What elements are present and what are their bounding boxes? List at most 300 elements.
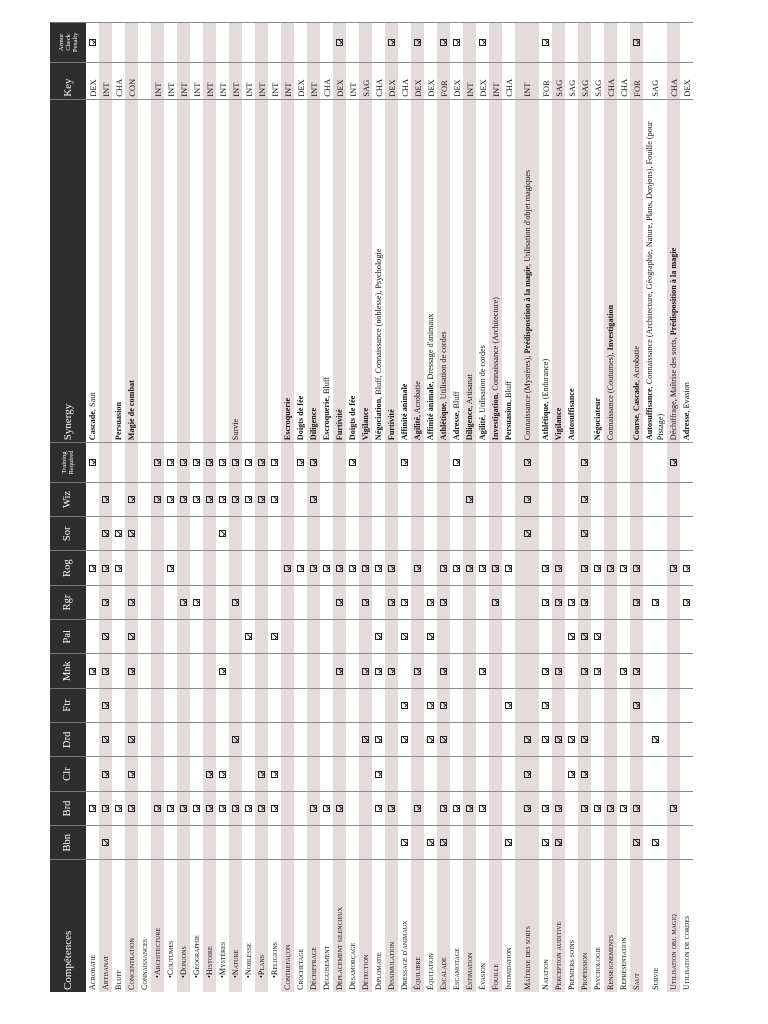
class-skill-cell-ftr bbox=[385, 688, 398, 722]
skill-name: Déplacement silencieux bbox=[333, 860, 346, 992]
checkbox-checked-icon bbox=[180, 496, 187, 503]
class-skill-cell-brd bbox=[398, 791, 411, 825]
class-skill-cell-clr bbox=[177, 757, 190, 791]
class-skill-cell-drd bbox=[411, 723, 424, 757]
class-skill-cell-ftr bbox=[125, 688, 138, 722]
class-skill-cell-drd bbox=[630, 723, 643, 757]
class-skill-cell-ftr bbox=[565, 688, 578, 722]
synergy-cell bbox=[502, 99, 515, 442]
class-skill-cell-pal bbox=[359, 620, 372, 654]
class-skill-cell-clr bbox=[190, 757, 203, 791]
checkbox-checked-icon bbox=[414, 805, 421, 812]
armor-check-penalty-cell bbox=[450, 23, 463, 63]
training-required-cell bbox=[463, 443, 476, 483]
checkbox-checked-icon bbox=[683, 565, 690, 572]
checkbox-checked-icon bbox=[193, 599, 200, 606]
skill-name: •Architecture bbox=[151, 860, 164, 992]
class-skill-cell-brd bbox=[604, 791, 617, 825]
class-skill-cell-pal bbox=[125, 620, 138, 654]
training-required-cell bbox=[630, 443, 643, 483]
key-ability: DEX bbox=[385, 62, 398, 99]
training-required-cell bbox=[164, 443, 177, 483]
class-skill-cell-bbn bbox=[489, 826, 502, 860]
checkbox-checked-icon bbox=[323, 565, 330, 572]
class-skill-cell-pal bbox=[552, 620, 565, 654]
class-skill-cell-ftr bbox=[617, 688, 630, 722]
table-row bbox=[99, 23, 112, 993]
checkbox-checked-icon bbox=[620, 668, 627, 675]
class-skill-cell-clr bbox=[591, 757, 604, 791]
class-skill-cell-rgr bbox=[578, 585, 591, 619]
checkbox-checked-icon bbox=[401, 736, 408, 743]
class-skill-cell-ftr bbox=[411, 688, 424, 722]
checkbox-checked-icon bbox=[102, 771, 109, 778]
checkbox-checked-icon bbox=[388, 805, 395, 812]
training-required-cell bbox=[294, 443, 307, 483]
synergy-text: , Utilisation de cordes bbox=[477, 345, 487, 417]
class-skill-cell-pal bbox=[617, 620, 630, 654]
checkbox-checked-icon bbox=[180, 599, 187, 606]
class-skill-cell-drd bbox=[229, 723, 242, 757]
skill-name: Escamotage bbox=[450, 860, 463, 992]
training-required-cell bbox=[450, 443, 463, 483]
checkbox-checked-icon bbox=[167, 459, 174, 466]
key-ability: FOR bbox=[437, 62, 450, 99]
checkbox-checked-icon bbox=[581, 771, 588, 778]
class-skill-cell-mnk bbox=[437, 654, 450, 688]
synergy-text: , Bluff bbox=[451, 391, 461, 413]
class-skill-cell-drd bbox=[489, 723, 502, 757]
class-skill-cell-rog bbox=[99, 551, 112, 585]
class-skill-cell-rog bbox=[630, 551, 643, 585]
class-skill-cell-brd bbox=[450, 791, 463, 825]
synergy-text: , bbox=[631, 411, 641, 416]
checkbox-checked-icon bbox=[167, 496, 174, 503]
class-skill-cell-drd bbox=[372, 723, 385, 757]
class-skill-cell-wiz bbox=[630, 482, 643, 516]
synergy-cell bbox=[552, 99, 565, 442]
class-skill-cell-rog bbox=[138, 551, 151, 585]
synergy-text: Diligence bbox=[464, 407, 474, 441]
class-skill-cell-rog bbox=[643, 551, 667, 585]
checkbox-checked-icon bbox=[440, 565, 447, 572]
class-skill-cell-drd bbox=[203, 723, 216, 757]
synergy-cell bbox=[268, 99, 281, 442]
class-skill-cell-rgr bbox=[216, 585, 229, 619]
checkbox-checked-icon bbox=[180, 805, 187, 812]
class-skill-cell-pal bbox=[190, 620, 203, 654]
checkbox-checked-icon bbox=[633, 565, 640, 572]
class-skill-cell-bbn bbox=[437, 826, 450, 860]
armor-check-penalty-cell bbox=[268, 23, 281, 63]
class-skill-cell-bbn bbox=[667, 826, 680, 860]
skill-name: Saut bbox=[630, 860, 643, 992]
class-skill-cell-ftr bbox=[164, 688, 177, 722]
synergy-text: Investigation bbox=[490, 394, 500, 441]
checkbox-checked-icon bbox=[297, 565, 304, 572]
checkbox-checked-icon bbox=[115, 805, 122, 812]
synergy-text: Vigilance bbox=[360, 407, 370, 441]
checkbox-checked-icon bbox=[401, 633, 408, 640]
header-class-clr: Clr bbox=[50, 757, 86, 791]
table-row bbox=[216, 23, 229, 993]
class-skill-cell-rog bbox=[372, 551, 385, 585]
table-row bbox=[630, 23, 643, 993]
checkbox-checked-icon bbox=[128, 736, 135, 743]
class-skill-cell-wiz bbox=[333, 482, 346, 516]
class-skill-cell-brd bbox=[294, 791, 307, 825]
checkbox-checked-icon bbox=[388, 668, 395, 675]
checkbox-checked-icon bbox=[245, 459, 252, 466]
class-skill-cell-drd bbox=[680, 723, 693, 757]
class-skill-cell-wiz bbox=[294, 482, 307, 516]
checkbox-checked-icon bbox=[568, 633, 575, 640]
class-skill-cell-sor bbox=[242, 517, 255, 551]
checkbox-checked-icon bbox=[102, 702, 109, 709]
checkbox-checked-icon bbox=[219, 459, 226, 466]
class-skill-cell-mnk bbox=[476, 654, 489, 688]
class-skill-cell-mnk bbox=[565, 654, 578, 688]
checkbox-checked-icon bbox=[492, 565, 499, 572]
synergy-cell bbox=[424, 99, 437, 442]
class-skill-cell-brd bbox=[552, 791, 565, 825]
skill-name: Artisanat bbox=[99, 860, 112, 992]
class-skill-cell-pal bbox=[216, 620, 229, 654]
armor-check-penalty-cell bbox=[112, 23, 125, 63]
checkbox-checked-icon bbox=[555, 736, 562, 743]
class-skill-cell-clr bbox=[552, 757, 565, 791]
class-skill-cell-rog bbox=[307, 551, 320, 585]
class-skill-cell-pal bbox=[229, 620, 242, 654]
checkbox-checked-icon bbox=[258, 496, 265, 503]
class-skill-cell-bbn bbox=[125, 826, 138, 860]
class-skill-cell-rgr bbox=[294, 585, 307, 619]
class-skill-cell-brd bbox=[591, 791, 604, 825]
checkbox-checked-icon bbox=[524, 459, 531, 466]
synergy-cell bbox=[667, 99, 680, 442]
synergy-cell bbox=[411, 99, 424, 442]
checkbox-checked-icon bbox=[232, 496, 239, 503]
header-class-brd: Brd bbox=[50, 791, 86, 825]
synergy-cell bbox=[86, 99, 99, 442]
class-skill-cell-brd bbox=[268, 791, 281, 825]
class-skill-cell-wiz bbox=[229, 482, 242, 516]
armor-check-penalty-cell bbox=[151, 23, 164, 63]
class-skill-cell-ftr bbox=[307, 688, 320, 722]
class-skill-cell-clr bbox=[385, 757, 398, 791]
class-skill-cell-ftr bbox=[424, 688, 437, 722]
class-skill-cell-drd bbox=[151, 723, 164, 757]
class-skill-cell-rgr bbox=[539, 585, 552, 619]
training-required-cell bbox=[604, 443, 617, 483]
checkbox-checked-icon bbox=[102, 599, 109, 606]
class-skill-cell-ftr bbox=[604, 688, 617, 722]
class-skill-cell-ftr bbox=[502, 688, 515, 722]
class-skill-cell-sor bbox=[552, 517, 565, 551]
class-skill-cell-rgr bbox=[489, 585, 502, 619]
synergy-cell bbox=[372, 99, 385, 442]
key-ability: INT bbox=[268, 62, 281, 99]
key-ability: INT bbox=[216, 62, 229, 99]
class-skill-cell-clr bbox=[539, 757, 552, 791]
class-skill-cell-bbn bbox=[463, 826, 476, 860]
synergy-cell bbox=[565, 99, 578, 442]
class-skill-cell-bbn bbox=[203, 826, 216, 860]
synergy-cell bbox=[125, 99, 138, 442]
table-row bbox=[190, 23, 203, 993]
class-skill-cell-ftr bbox=[667, 688, 680, 722]
class-skill-cell-bbn bbox=[604, 826, 617, 860]
class-skill-cell-wiz bbox=[604, 482, 617, 516]
synergy-cell bbox=[281, 99, 294, 442]
class-skill-cell-ftr bbox=[450, 688, 463, 722]
checkbox-checked-icon bbox=[219, 496, 226, 503]
checkbox-checked-icon bbox=[670, 805, 677, 812]
class-skill-cell-mnk bbox=[539, 654, 552, 688]
class-skill-cell-drd bbox=[643, 723, 667, 757]
key-ability: INT bbox=[229, 62, 242, 99]
class-skill-cell-wiz bbox=[680, 482, 693, 516]
class-skill-cell-rgr bbox=[680, 585, 693, 619]
checkbox-checked-icon bbox=[555, 565, 562, 572]
class-skill-cell-clr bbox=[643, 757, 667, 791]
class-skill-cell-sor bbox=[476, 517, 489, 551]
checkbox-checked-icon bbox=[568, 736, 575, 743]
header-class-rog: Rog bbox=[50, 551, 86, 585]
table-row bbox=[643, 23, 667, 993]
skill-name: Maîtrise des sorts bbox=[515, 860, 539, 992]
class-skill-cell-clr bbox=[450, 757, 463, 791]
class-skill-cell-clr bbox=[203, 757, 216, 791]
class-skill-cell-bbn bbox=[680, 826, 693, 860]
class-skill-cell-brd bbox=[177, 791, 190, 825]
class-skill-cell-bbn bbox=[398, 826, 411, 860]
class-skill-cell-clr bbox=[489, 757, 502, 791]
class-skill-cell-drd bbox=[617, 723, 630, 757]
key-ability: DEX bbox=[424, 62, 437, 99]
checkbox-checked-icon bbox=[206, 459, 213, 466]
armor-check-penalty-cell bbox=[463, 23, 476, 63]
class-skill-cell-ftr bbox=[463, 688, 476, 722]
training-required-cell bbox=[255, 443, 268, 483]
class-skill-cell-rog bbox=[398, 551, 411, 585]
class-skill-cell-brd bbox=[578, 791, 591, 825]
synergy-text: Autosuffisance bbox=[566, 388, 576, 441]
class-skill-cell-ftr bbox=[255, 688, 268, 722]
class-skill-cell-rog bbox=[151, 551, 164, 585]
class-skill-cell-rog bbox=[463, 551, 476, 585]
class-skill-cell-wiz bbox=[578, 482, 591, 516]
class-skill-cell-sor bbox=[450, 517, 463, 551]
checkbox-checked-icon bbox=[219, 771, 226, 778]
training-required-cell bbox=[229, 443, 242, 483]
class-skill-cell-rog bbox=[86, 551, 99, 585]
class-skill-cell-ftr bbox=[437, 688, 450, 722]
class-skill-cell-mnk bbox=[242, 654, 255, 688]
synergy-text: Escroquerie bbox=[282, 398, 292, 441]
class-skill-cell-ftr bbox=[476, 688, 489, 722]
class-skill-cell-mnk bbox=[216, 654, 229, 688]
class-skill-cell-ftr bbox=[216, 688, 229, 722]
checkbox-checked-icon bbox=[375, 633, 382, 640]
class-skill-cell-ftr bbox=[372, 688, 385, 722]
class-skill-cell-rog bbox=[385, 551, 398, 585]
class-skill-cell-sor bbox=[539, 517, 552, 551]
class-skill-cell-wiz bbox=[255, 482, 268, 516]
class-skill-cell-rgr bbox=[643, 585, 667, 619]
key-ability: INT bbox=[99, 62, 112, 99]
class-skill-cell-drd bbox=[138, 723, 151, 757]
class-skill-cell-sor bbox=[320, 517, 333, 551]
class-skill-cell-bbn bbox=[372, 826, 385, 860]
class-skill-cell-brd bbox=[333, 791, 346, 825]
table-row bbox=[604, 23, 617, 993]
checkbox-checked-icon bbox=[310, 459, 317, 466]
class-skill-cell-pal bbox=[242, 620, 255, 654]
class-skill-cell-wiz bbox=[346, 482, 359, 516]
class-skill-cell-rog bbox=[565, 551, 578, 585]
class-skill-cell-ftr bbox=[489, 688, 502, 722]
table-row bbox=[255, 23, 268, 993]
synergy-cell bbox=[138, 99, 151, 442]
class-skill-cell-drd bbox=[125, 723, 138, 757]
class-skill-cell-bbn bbox=[99, 826, 112, 860]
class-skill-cell-clr bbox=[680, 757, 693, 791]
class-skill-cell-drd bbox=[552, 723, 565, 757]
table-row bbox=[680, 23, 693, 993]
checkbox-checked-icon bbox=[505, 702, 512, 709]
armor-check-penalty-cell bbox=[372, 23, 385, 63]
checkbox-checked-icon bbox=[310, 565, 317, 572]
class-skill-cell-brd bbox=[463, 791, 476, 825]
class-skill-cell-rog bbox=[578, 551, 591, 585]
table-row bbox=[346, 23, 359, 993]
synergy-text: Athlétique bbox=[438, 403, 448, 441]
class-skill-cell-rog bbox=[552, 551, 565, 585]
synergy-text: Connaissance (Coutumes), bbox=[605, 350, 615, 441]
class-skill-cell-clr bbox=[255, 757, 268, 791]
training-required-cell bbox=[320, 443, 333, 483]
class-skill-cell-mnk bbox=[591, 654, 604, 688]
checkbox-checked-icon bbox=[375, 736, 382, 743]
class-skill-cell-rog bbox=[164, 551, 177, 585]
rotated-table-wrapper bbox=[50, 22, 714, 992]
synergy-text: Affinité animale bbox=[399, 383, 409, 441]
training-required-cell bbox=[203, 443, 216, 483]
class-skill-cell-drd bbox=[424, 723, 437, 757]
armor-check-penalty-cell bbox=[138, 23, 151, 63]
skill-name: •Géographie bbox=[190, 860, 203, 992]
table-row bbox=[164, 23, 177, 993]
table-row bbox=[320, 23, 333, 993]
skill-name: Renseignements bbox=[604, 860, 617, 992]
checkbox-checked-icon bbox=[375, 565, 382, 572]
class-skill-cell-pal bbox=[489, 620, 502, 654]
class-skill-cell-wiz bbox=[411, 482, 424, 516]
class-skill-cell-brd bbox=[112, 791, 125, 825]
class-skill-cell-mnk bbox=[489, 654, 502, 688]
checkbox-checked-icon bbox=[323, 805, 330, 812]
class-skill-cell-drd bbox=[112, 723, 125, 757]
class-skill-cell-rgr bbox=[565, 585, 578, 619]
class-skill-cell-clr bbox=[346, 757, 359, 791]
class-skill-cell-mnk bbox=[372, 654, 385, 688]
class-skill-cell-clr bbox=[125, 757, 138, 791]
class-skill-cell-rog bbox=[591, 551, 604, 585]
class-skill-cell-sor bbox=[268, 517, 281, 551]
armor-check-penalty-cell bbox=[630, 23, 643, 63]
class-skill-cell-drd bbox=[591, 723, 604, 757]
checkbox-checked-icon bbox=[479, 39, 486, 46]
key-ability: FOR bbox=[539, 62, 552, 99]
synergy-text: , Acrobatie bbox=[631, 346, 641, 382]
training-required-cell bbox=[268, 443, 281, 483]
header-class-drd: Drd bbox=[50, 723, 86, 757]
key-ability: INT bbox=[190, 62, 203, 99]
checkbox-checked-icon bbox=[271, 805, 278, 812]
armor-check-penalty-cell bbox=[190, 23, 203, 63]
class-skill-cell-wiz bbox=[372, 482, 385, 516]
training-required-cell bbox=[385, 443, 398, 483]
class-skill-cell-rgr bbox=[229, 585, 242, 619]
checkbox-checked-icon bbox=[581, 736, 588, 743]
class-skill-cell-clr bbox=[437, 757, 450, 791]
checkbox-checked-icon bbox=[362, 565, 369, 572]
checkbox-checked-icon bbox=[128, 530, 135, 537]
class-skill-cell-pal bbox=[203, 620, 216, 654]
class-skill-cell-sor bbox=[437, 517, 450, 551]
checkbox-checked-icon bbox=[620, 805, 627, 812]
class-skill-cell-drd bbox=[164, 723, 177, 757]
class-skill-cell-clr bbox=[307, 757, 320, 791]
class-skill-cell-rog bbox=[359, 551, 372, 585]
class-skill-cell-pal bbox=[346, 620, 359, 654]
class-skill-cell-rgr bbox=[268, 585, 281, 619]
class-skill-cell-pal bbox=[385, 620, 398, 654]
skill-name: •Religions bbox=[268, 860, 281, 992]
class-skill-cell-ftr bbox=[99, 688, 112, 722]
synergy-text: Doigts de fée bbox=[347, 395, 357, 441]
key-ability: SAG bbox=[643, 62, 667, 99]
checkbox-checked-icon bbox=[581, 805, 588, 812]
skill-name: Détection bbox=[359, 860, 372, 992]
skill-name: •Nature bbox=[229, 860, 242, 992]
skill-name: Évasion bbox=[476, 860, 489, 992]
class-skill-cell-rgr bbox=[604, 585, 617, 619]
class-skill-cell-pal bbox=[630, 620, 643, 654]
class-skill-cell-drd bbox=[476, 723, 489, 757]
armor-check-penalty-cell bbox=[489, 23, 502, 63]
class-skill-cell-bbn bbox=[164, 826, 177, 860]
synergy-text: Agilité bbox=[477, 416, 487, 441]
checkbox-checked-icon bbox=[362, 668, 369, 675]
class-skill-cell-brd bbox=[164, 791, 177, 825]
class-skill-cell-wiz bbox=[476, 482, 489, 516]
class-skill-cell-drd bbox=[320, 723, 333, 757]
header-class-ftr: Ftr bbox=[50, 688, 86, 722]
class-skill-cell-ftr bbox=[539, 688, 552, 722]
class-skill-cell-rog bbox=[125, 551, 138, 585]
armor-check-penalty-cell bbox=[346, 23, 359, 63]
skill-name: Crochetage bbox=[294, 860, 307, 992]
synergy-text: Escroquerie bbox=[321, 398, 331, 441]
class-skill-cell-clr bbox=[242, 757, 255, 791]
class-skill-cell-ftr bbox=[294, 688, 307, 722]
training-required-cell bbox=[578, 443, 591, 483]
key-ability: CON bbox=[125, 62, 138, 99]
key-ability: DEX bbox=[680, 62, 693, 99]
table-row bbox=[463, 23, 476, 993]
